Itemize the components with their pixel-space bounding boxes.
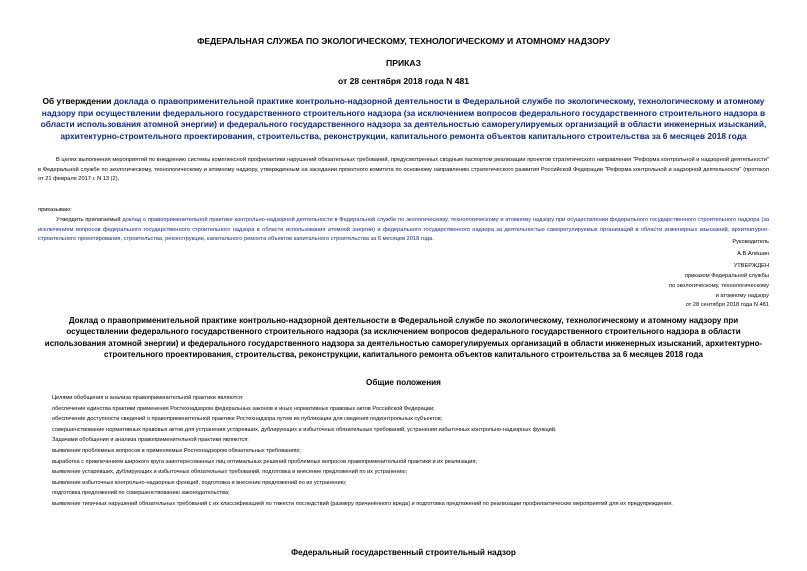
approval-line: приказом Федеральной службы bbox=[684, 273, 769, 279]
approval-line: УТВЕРЖДЕН bbox=[733, 263, 769, 269]
report-title: Доклад о правоприменительной практике контрольно-надзорной деятельности в Федеральной службе по экологическому, технологическому и атомному надзору при осуществлении федерального государственного строительного надзора (за исключением вопросов федерального государственного строительного надзора в области использования атомной энергии) и федерального государственного надзора за деятельностью саморегулируемых организаций в области инженерных изысканий, архитектурно-строительного проектирования, строительства, реконструкции, капитального ремонта объектов капитального строительства за 6 месяцев 2018 года bbox=[44, 316, 763, 360]
document-type: ПРИКАЗ bbox=[386, 58, 421, 68]
approval-line: и атомному надзору bbox=[715, 293, 769, 299]
general-provisions-list bbox=[38, 393, 769, 510]
approval-line: по экологическому, технологическому bbox=[668, 283, 769, 289]
list-item: обеспечение единства практики применения Ростехнадзором федеральных законов и иных нормативных правовых актов Российской Федерации; bbox=[52, 405, 435, 412]
list-item: Целями обобщения и анализа правоприменительной практики являются: bbox=[52, 395, 244, 401]
list-item: Задачами обобщения и анализа правоприменительной практики являются: bbox=[52, 437, 249, 444]
list-item: совершенствование нормативных правовых актов для устранения устаревших, дублирующих и избыточных обязательных требований, устранения избыточных контрольно-надзорных функций. bbox=[52, 426, 557, 433]
report-link[interactable]: доклад о правоприменительной практике контрольно-надзорной деятельности в Федеральной службе по экологическому, технологическому и атомному надзору при осуществлении федерального государственного строительного надзора (за исключением вопросов федерального государственного строительного надзора в области использования атомной энергии) и федерального государственного надзора за деятельностью саморегулируемых организаций в области инженерных изысканий, архитектурно-строительного проектирования, строительства, реконструкции, капитального ремонта объектов капитального строительства за 6 месяцев 2018 года. bbox=[38, 217, 769, 243]
list-item: выработка с привлечением широкого круга заинтересованных лиц оптимальных решений проблемных вопросов правоприменительной практики и их реализация; bbox=[52, 458, 477, 465]
order-title-prefix: Об утверждении bbox=[42, 96, 114, 106]
approval-paragraph-prefix: Утвердить прилагаемый bbox=[56, 217, 123, 223]
order-date-number: от 28 сентября 2018 года N 481 bbox=[337, 76, 470, 86]
preamble-paragraph: В целях выполнения мероприятий по внедрению системы комплексной профилактики нарушений обязательных требований, предусмотренных сводным паспортом реализации проектов стратегического направления "Реформа контрольной и надзорной деятельности" в Федеральной службе по экологическому, технологическому и атомному надзору, утвержденным на заседании проектного комитета по основному направлению стратегического развития Российской Федерации "Реформа контрольной и надзорной деятельности" (протокол от 21 февраля 2017 г. N 13 (2), bbox=[38, 157, 769, 183]
order-title-link[interactable]: доклада о правоприменительной практике контрольно-надзорной деятельности в Федеральной службе по экологическому, технологическому и атомному надзору при осуществлении федерального государственного строительного надзора (за исключением вопросов федерального государственного строительного надзора в области использования атомной энергии) и федерального государственного надзора за деятельностью саморегулируемых организаций в области инженерных изысканий, архитектурно-строительного проектирования, строительства, реконструкции, капитального ремонта объектов капитального строительства за 6 месяцев 2018 года bbox=[40, 96, 767, 141]
list-item: выявление проблемных вопросов в применяемых Ростехнадзором обязательных требованиях; bbox=[52, 447, 301, 454]
approval-line: от 28 сентября 2018 года N 481 bbox=[685, 302, 769, 308]
federal-construction-heading: Федеральный государственный строительный надзор bbox=[291, 548, 516, 557]
list-item: подготовка предложений по совершенствованию законодательства; bbox=[52, 490, 230, 497]
general-provisions-heading: Общие положения bbox=[366, 378, 441, 387]
signature-name: А.В.Алёшин bbox=[737, 251, 769, 257]
list-item: обеспечение доступности сведений о правоприменительной практике Ростехнадзора путем их публикации для сведения подконтрольных субъектов; bbox=[52, 416, 443, 423]
list-item: выявление устаревших, дублирующих и избыточных обязательных требований, подготовка и внесение предложений по их устранению; bbox=[52, 469, 408, 476]
list-item: выявление избыточных контрольно-надзорных функций, подготовка и внесение предложений по их устранению; bbox=[52, 479, 347, 486]
order-title bbox=[38, 96, 769, 142]
agency-heading: ФЕДЕРАЛЬНАЯ СЛУЖБА ПО ЭКОЛОГИЧЕСКОМУ, ТЕХНОЛОГИЧЕСКОМУ И АТОМНОМУ НАДЗОРУ bbox=[197, 36, 610, 46]
signature-role: Руководитель bbox=[732, 239, 769, 245]
list-item: выявление типичных нарушений обязательных требований с их классификацией по тяжести последствий (размеру причинённого вреда) и подготовка предложений по реализации профилактических мероприятий для их предупреждения. bbox=[52, 500, 673, 507]
order-word: приказываю: bbox=[38, 207, 72, 213]
